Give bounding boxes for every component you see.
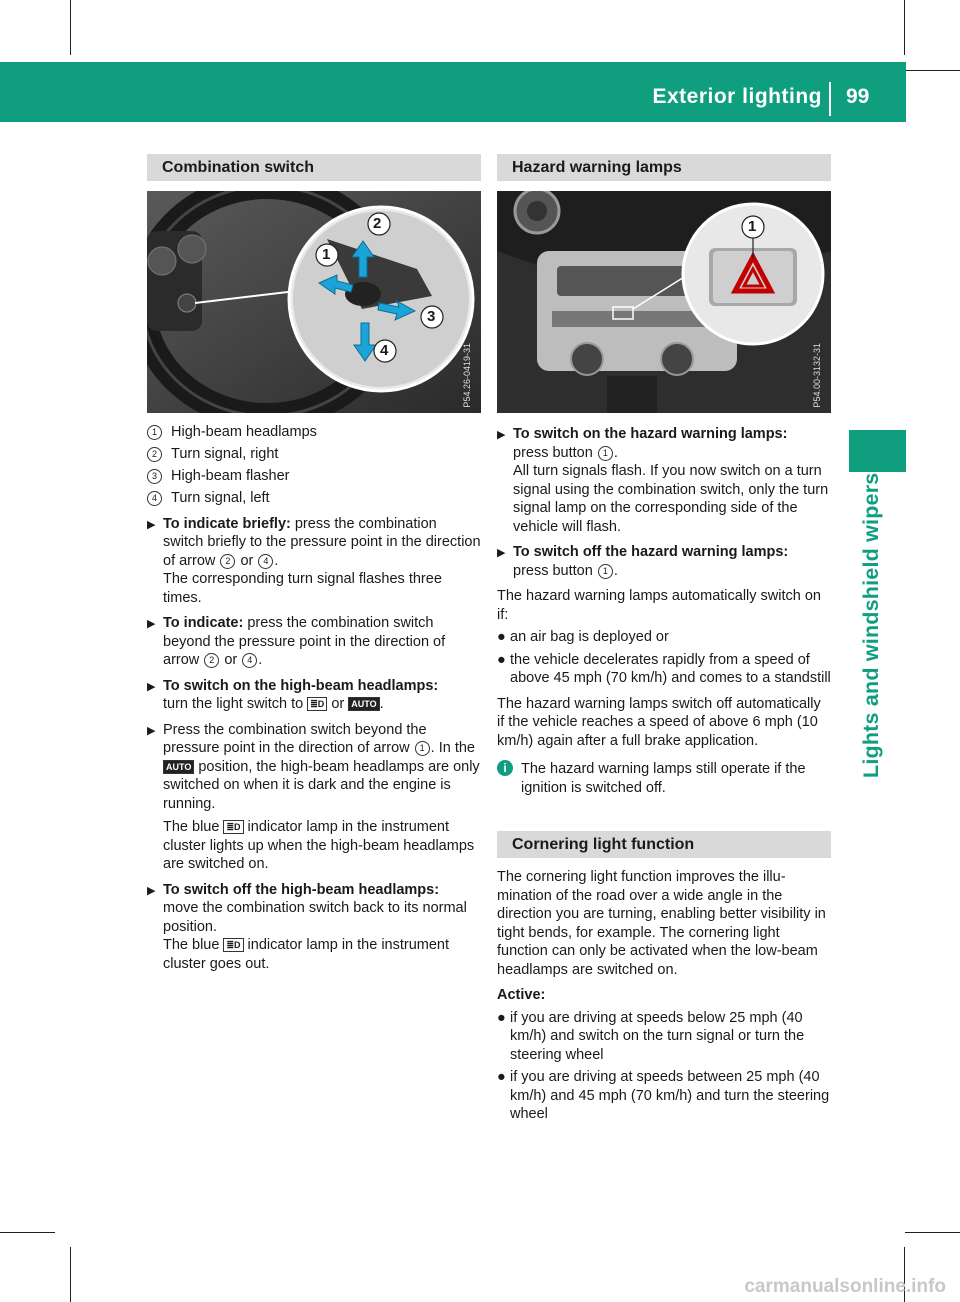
callout-3: 3 (427, 308, 436, 325)
ref-number: 4 (242, 653, 257, 668)
bullet-dot: ● (497, 1069, 506, 1085)
step-text: Press the combination switch beyond the pressure point in the direction of arrow (163, 721, 427, 756)
page-number: 99 (846, 85, 870, 108)
legend-item (147, 489, 481, 508)
step-text: The blue (163, 819, 224, 835)
step-title: To switch off the high-beam headlamps: (163, 881, 440, 898)
crop-mark (70, 0, 71, 55)
left-column (147, 154, 481, 973)
bullet-text: if you are driving at speeds between 25 mph (40 km/h) and 45 mph (70 km/h) and turn the steering wheel (510, 1069, 830, 1122)
step-text: The blue (163, 937, 224, 953)
watermark: carmanualsonline.info (744, 1275, 946, 1297)
auto-symbol-icon: AUTO (163, 760, 194, 774)
step-text: position, the high-beam headlamps are only switched on when it is dark and the engine is running. (163, 758, 480, 812)
step-text: press the combination switch beyond the pressure point in the direction of arrow (163, 615, 446, 668)
legend-text: High-beam flasher (171, 468, 290, 484)
crop-mark (904, 0, 905, 55)
bullet-text: if you are driving at speeds below 25 mph (40 km/h) and switch on the turn signal or turn the steering wheel (510, 1009, 805, 1063)
combination-switch-illustration (147, 191, 481, 413)
section-heading: Combination switch (147, 154, 481, 181)
legend-number: 3 (147, 469, 162, 484)
callout-2: 2 (373, 215, 382, 232)
high-beam-indicator-icon: ≣D (223, 820, 243, 834)
bullet-item (497, 651, 831, 688)
instruction-step (147, 721, 481, 874)
high-beam-indicator-icon: ≣D (223, 938, 243, 952)
step-arrow-icon: ▶ (147, 884, 156, 897)
step-arrow-icon: ▶ (147, 680, 156, 693)
combination-switch-figure (147, 191, 481, 413)
step-text: or (236, 552, 258, 569)
ref-number: 1 (598, 564, 613, 579)
bullet-dot: ● (497, 651, 506, 668)
legend-number: 1 (147, 425, 162, 440)
step-text: or (220, 652, 242, 668)
instruction-step (147, 515, 481, 608)
hazard-warning-illustration (497, 191, 831, 413)
chapter-tab-marker (849, 430, 906, 472)
bullet-item (497, 628, 831, 647)
legend-item (147, 467, 481, 486)
legend-text: High-beam headlamps (171, 424, 317, 440)
callout-1: 1 (748, 218, 757, 235)
header-separator (829, 82, 831, 116)
hazard-button-figure (497, 191, 831, 413)
ref-number: 4 (258, 554, 273, 569)
legend-text: Turn signal, right (171, 446, 279, 462)
instruction-step (147, 614, 481, 670)
section-heading: Cornering light function (497, 831, 831, 858)
step-arrow-icon: ▶ (497, 547, 506, 559)
chapter-tab-text: Lights and windshield wipers (859, 472, 883, 778)
instruction-step (497, 543, 831, 580)
step-text: press the combination switch briefly to the pressure point in the direction of arrow (163, 515, 481, 569)
step-text: move the combination switch back to its normal position. (163, 900, 467, 935)
legend-number: 2 (147, 447, 162, 462)
legend-item (147, 423, 481, 442)
step-text: The corresponding turn signal flashes three times. (163, 571, 442, 606)
bullet-text: an air bag is deployed or (510, 629, 669, 645)
step-arrow-icon: ▶ (147, 618, 156, 630)
high-beam-symbol-icon: ≣D (307, 697, 327, 711)
paragraph: The hazard warning lamps automatically switch on if: (497, 588, 821, 623)
step-text: All turn signals flash. If you now switch on a turn signal using the combination switch, only the turn signal lamp on the corresponding side of the vehicle will flash. (513, 463, 829, 535)
crop-mark (905, 1232, 960, 1233)
active-label: Active: (497, 987, 546, 1003)
ref-number: 1 (415, 741, 430, 756)
step-title: To switch on the high-beam headlamps: (163, 677, 439, 694)
legend-text: Turn signal, left (171, 490, 270, 506)
step-text: indicator lamp in the instrument cluster lights up when the high-beam headlamps are switched on. (163, 819, 475, 872)
step-arrow-icon: ▶ (147, 724, 156, 737)
instruction-step (497, 425, 831, 536)
crop-mark (0, 1232, 55, 1233)
callout-1: 1 (322, 246, 331, 263)
step-text: indicator lamp in the instrument cluster goes out. (163, 937, 450, 972)
bullet-dot: ● (497, 1009, 506, 1026)
step-text: press button (513, 562, 597, 579)
bullet-dot: ● (497, 629, 506, 645)
chapter-tab-label (859, 472, 896, 778)
ref-number: 2 (220, 554, 235, 569)
figure-code: P54.00-3132-31 (811, 343, 822, 408)
crop-mark (905, 70, 960, 71)
info-note (497, 760, 831, 797)
paragraph: The hazard warning lamps switch off automatically if the vehicle reaches a speed of above 6 mph (10 km/h) again after a full brake application. (497, 695, 821, 749)
step-text: or (327, 696, 349, 712)
instruction-step (147, 677, 481, 714)
legend-item (147, 445, 481, 464)
ref-number: 2 (204, 653, 219, 668)
right-column (497, 154, 831, 1124)
ref-number: 1 (598, 446, 613, 461)
section-heading: Hazard warning lamps (497, 154, 831, 181)
legend-list (147, 423, 481, 508)
step-title: To switch on the hazard warning lamps: (513, 426, 788, 442)
step-text: press button (513, 444, 597, 461)
instruction-step (147, 881, 481, 974)
step-arrow-icon: ▶ (147, 518, 156, 531)
step-title: To indicate: (163, 615, 244, 631)
info-text: The hazard warning lamps still operate if the ignition is switched off. (521, 761, 806, 796)
step-title: To switch off the hazard warning lamps: (513, 544, 789, 560)
step-title: To indicate briefly: (163, 515, 291, 532)
auto-symbol-icon: AUTO (348, 697, 379, 711)
running-header-title: Exterior lighting (652, 85, 822, 108)
crop-mark (70, 1247, 71, 1302)
bullet-item (497, 1068, 831, 1124)
legend-number: 4 (147, 491, 162, 506)
step-text: . (379, 696, 384, 712)
step-text: turn the light switch to (163, 696, 308, 712)
bullet-text: the vehicle decelerates rapidly from a speed of above 45 mph (70 km/h) and comes to a standstill (510, 651, 831, 686)
callout-4: 4 (380, 342, 389, 359)
step-text: . (613, 562, 618, 579)
paragraph: The cornering light function improves the illumination of the road over a wide angle in the direction you are turning, enabling better visibility in tight bends, for example. The cornering light function can only be activated when the low-beam headlamps are switched on. (497, 869, 826, 978)
step-arrow-icon: ▶ (497, 429, 506, 441)
step-text: . (613, 444, 618, 461)
info-icon: i (497, 760, 513, 776)
bullet-item (497, 1009, 831, 1065)
step-text: . In the (430, 740, 475, 756)
step-text: . (258, 652, 263, 668)
step-text: . (274, 552, 279, 569)
figure-code: P54.26-0419-31 (461, 343, 472, 408)
